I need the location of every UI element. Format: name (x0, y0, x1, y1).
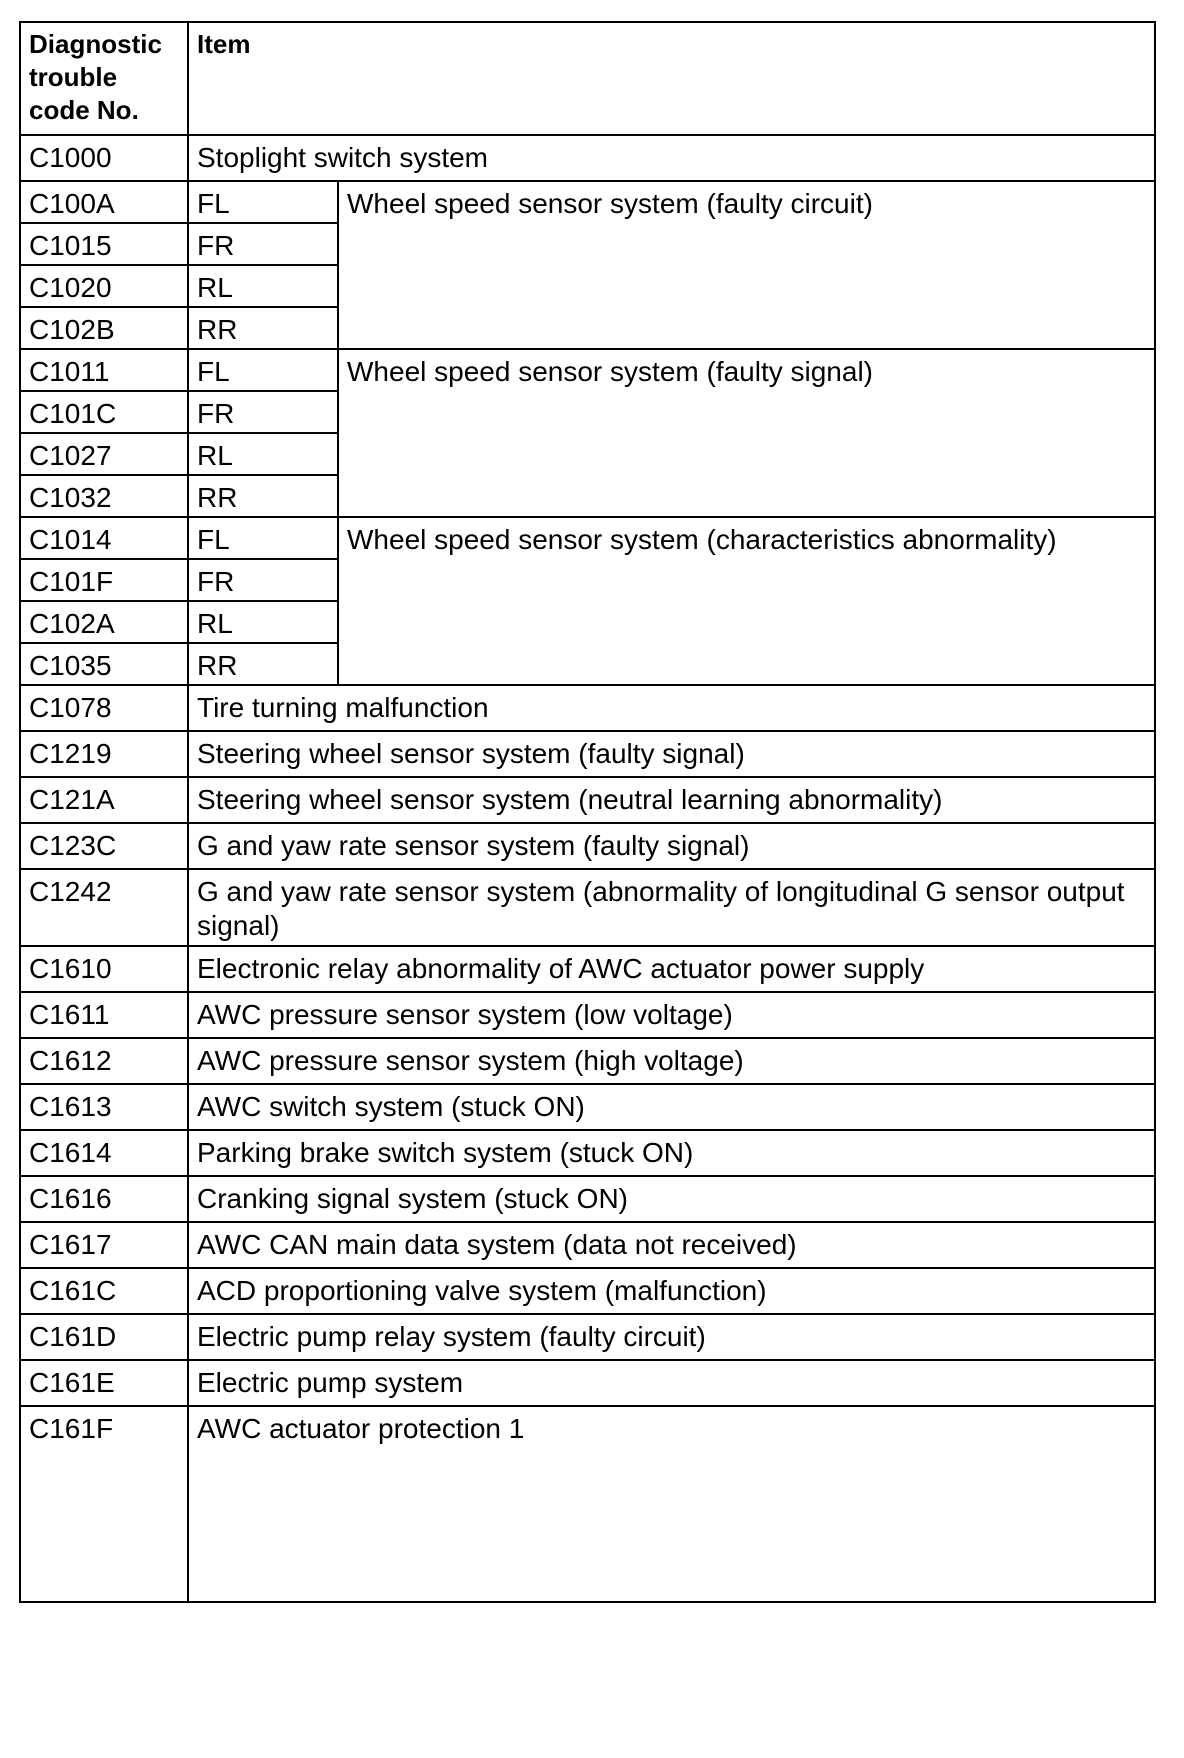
dtc-item-cell: AWC switch system (stuck ON) (188, 1084, 1155, 1130)
dtc-item-cell: Wheel speed sensor system (faulty signal) (338, 349, 1155, 517)
wheel-position-cell: RR (188, 475, 338, 517)
dtc-code-cell: C161F (20, 1406, 188, 1602)
table-row (20, 777, 1155, 823)
dtc-item-cell: G and yaw rate sensor system (faulty signal) (188, 823, 1155, 869)
dtc-code-cell: C1078 (20, 685, 188, 731)
dtc-code-cell: C161C (20, 1268, 188, 1314)
table-row (20, 135, 1155, 181)
dtc-code-cell: C1614 (20, 1130, 188, 1176)
table-row (20, 1406, 1155, 1602)
table-row (20, 1130, 1155, 1176)
table-row (20, 685, 1155, 731)
wheel-position-cell: RL (188, 433, 338, 475)
dtc-item-cell: Wheel speed sensor system (characteristics abnormality) (338, 517, 1155, 685)
dtc-code-cell: C121A (20, 777, 188, 823)
table-row (20, 1268, 1155, 1314)
dtc-code-cell: C1617 (20, 1222, 188, 1268)
dtc-item-cell: Electric pump system (188, 1360, 1155, 1406)
dtc-code-cell: C161E (20, 1360, 188, 1406)
dtc-code-cell: C1035 (20, 643, 188, 685)
dtc-item-cell: Tire turning malfunction (188, 685, 1155, 731)
dtc-item-cell: ACD proportioning valve system (malfunction) (188, 1268, 1155, 1314)
dtc-code-cell: C1613 (20, 1084, 188, 1130)
dtc-item-cell: AWC pressure sensor system (high voltage) (188, 1038, 1155, 1084)
diagnostic-trouble-code-table (19, 21, 1156, 1603)
wheel-position-cell: FR (188, 391, 338, 433)
dtc-item-cell: Steering wheel sensor system (faulty signal) (188, 731, 1155, 777)
dtc-code-cell: C102B (20, 307, 188, 349)
wheel-position-cell: RL (188, 601, 338, 643)
table-row (20, 823, 1155, 869)
dtc-item-cell: AWC CAN main data system (data not received) (188, 1222, 1155, 1268)
table-row (20, 869, 1155, 946)
table-row (20, 181, 1155, 223)
wheel-position-cell: FR (188, 559, 338, 601)
dtc-item-cell: Parking brake switch system (stuck ON) (188, 1130, 1155, 1176)
table-row (20, 992, 1155, 1038)
dtc-code-cell: C1015 (20, 223, 188, 265)
wheel-position-cell: FL (188, 181, 338, 223)
table-row (20, 1176, 1155, 1222)
dtc-code-cell: C1011 (20, 349, 188, 391)
table-row (20, 517, 1155, 559)
dtc-item-cell: Stoplight switch system (188, 135, 1155, 181)
table-row (20, 349, 1155, 391)
dtc-code-cell: C123C (20, 823, 188, 869)
dtc-code-cell: C1014 (20, 517, 188, 559)
dtc-code-cell: C161D (20, 1314, 188, 1360)
dtc-code-cell: C1032 (20, 475, 188, 517)
wheel-position-cell: FR (188, 223, 338, 265)
dtc-code-cell: C100A (20, 181, 188, 223)
dtc-code-cell: C101F (20, 559, 188, 601)
dtc-code-cell: C101C (20, 391, 188, 433)
table-row (20, 1222, 1155, 1268)
dtc-item-cell: Cranking signal system (stuck ON) (188, 1176, 1155, 1222)
header-row (20, 22, 1155, 135)
dtc-code-cell: C1610 (20, 946, 188, 992)
wheel-position-cell: RR (188, 643, 338, 685)
dtc-item-cell: AWC pressure sensor system (low voltage) (188, 992, 1155, 1038)
wheel-position-cell: FL (188, 517, 338, 559)
dtc-item-cell: G and yaw rate sensor system (abnormality of longitudinal G sensor output signal) (188, 869, 1155, 946)
dtc-code-cell: C1000 (20, 135, 188, 181)
dtc-code-cell: C1242 (20, 869, 188, 946)
wheel-position-cell: RR (188, 307, 338, 349)
table-row (20, 1360, 1155, 1406)
table-row (20, 1314, 1155, 1360)
table-row (20, 946, 1155, 992)
header-item: Item (188, 22, 1155, 135)
dtc-item-cell: Electronic relay abnormality of AWC actuator power supply (188, 946, 1155, 992)
dtc-code-cell: C102A (20, 601, 188, 643)
dtc-code-cell: C1020 (20, 265, 188, 307)
dtc-item-cell: Steering wheel sensor system (neutral learning abnormality) (188, 777, 1155, 823)
dtc-code-cell: C1611 (20, 992, 188, 1038)
dtc-code-cell: C1616 (20, 1176, 188, 1222)
wheel-position-cell: FL (188, 349, 338, 391)
dtc-item-cell: Electric pump relay system (faulty circuit) (188, 1314, 1155, 1360)
table-row (20, 1084, 1155, 1130)
dtc-item-cell: Wheel speed sensor system (faulty circuit) (338, 181, 1155, 349)
dtc-code-cell: C1219 (20, 731, 188, 777)
table-row (20, 731, 1155, 777)
wheel-position-cell: RL (188, 265, 338, 307)
dtc-item-cell: AWC actuator protection 1 (188, 1406, 1155, 1602)
table-row (20, 1038, 1155, 1084)
dtc-code-cell: C1612 (20, 1038, 188, 1084)
header-code: Diagnostic trouble code No. (20, 22, 188, 135)
dtc-code-cell: C1027 (20, 433, 188, 475)
